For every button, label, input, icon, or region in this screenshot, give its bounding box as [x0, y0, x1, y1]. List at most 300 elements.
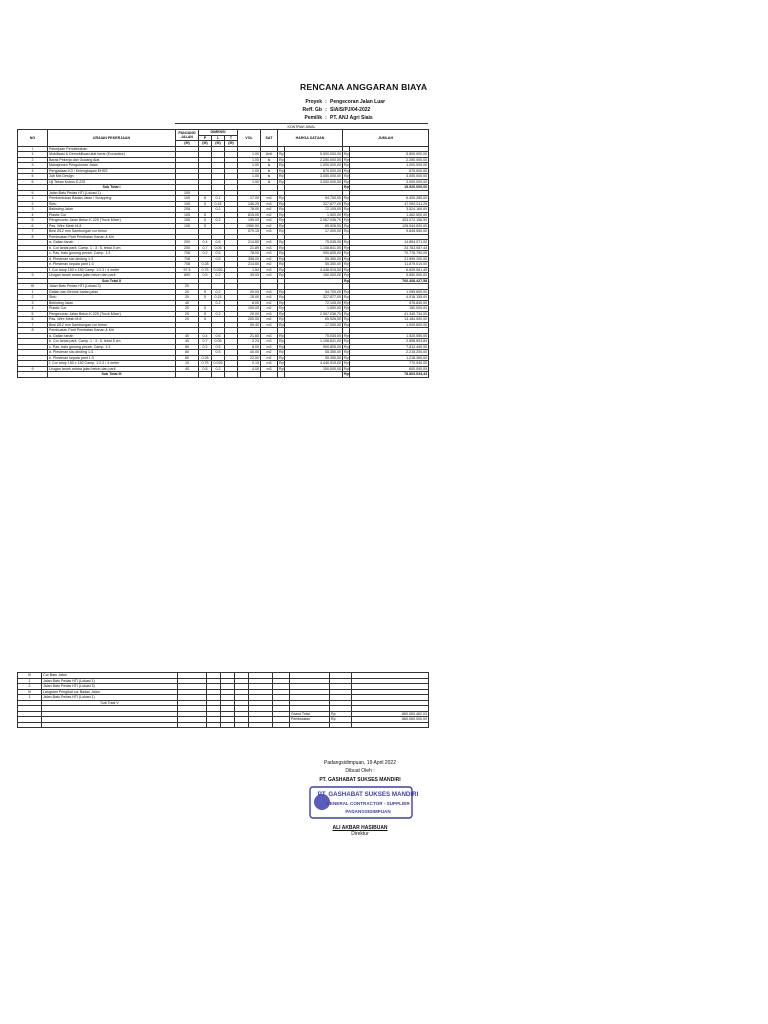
cell-no: 6: [18, 179, 48, 185]
cell-panjang: 105: [176, 212, 199, 218]
document-title: RENCANA ANGGARAN BIAYA: [300, 82, 428, 92]
cell-uraian: Pengadaan K3 / Kelengkapan EHSS: [48, 168, 176, 174]
cell-sat: ls: [261, 174, 278, 180]
cell-rp: Rp: [279, 196, 284, 200]
cell-uraian: Pas. Wire Mesh M.8: [48, 317, 176, 323]
cell-rp: Rp: [344, 317, 349, 321]
cell-uraian: Besi Ø12 mm Sambungan cor beton: [48, 229, 176, 235]
cell-p: 5: [199, 218, 212, 224]
cell-empty: [238, 372, 261, 378]
cell-no: 6: [18, 317, 48, 323]
cell-no: 2: [18, 157, 48, 163]
cell-uraian: [42, 722, 178, 728]
cell-p: 0.4: [199, 240, 212, 246]
made-by-label: Dibuat Oleh :: [345, 768, 375, 774]
cell-empty: [199, 372, 212, 378]
project-value: Pengecoran Jalan Luar: [330, 99, 386, 105]
cell-harga: 54.700,00: [285, 289, 343, 295]
contract-band-label: KONTRAK AWAL: [175, 123, 428, 130]
cell-l: 0.1: [212, 196, 225, 202]
cell-no: 2: [18, 201, 48, 207]
cell-uraian: Plastic Cor: [48, 212, 176, 218]
cell-uraian: Cor Batu Jalan: [42, 673, 178, 679]
header-l: L: [212, 135, 225, 141]
cell-jumlah: 1.000.000,00: [350, 163, 429, 169]
cell-rp: Rp: [344, 306, 349, 310]
cell-uraian: a. Galian tanah: [48, 333, 176, 339]
cell-rp: Rp: [344, 366, 349, 371]
cell-uraian: e. Plesteran kepala parit 1:3: [48, 355, 176, 361]
cell-no: [18, 372, 48, 378]
project-value: SIAIS/PJ/04-2022: [330, 107, 371, 113]
cell-harga: 1.000.000,00: [285, 163, 343, 169]
cell-uraian: Jalan Batu Pedas HTI (Lokasi 1): [48, 190, 176, 196]
cell-sat: m3: [261, 240, 278, 246]
cell-jumlah: 1.009.800,00: [350, 322, 429, 328]
cell-harga: 55.350,00: [285, 350, 343, 356]
cell-rp: Rp: [279, 311, 284, 316]
cell-harga: 1.108.841,00: [285, 339, 343, 345]
cell-panjang: 40: [176, 339, 199, 345]
subtotal-row: [18, 372, 429, 378]
cell-harga: 55.350,00: [285, 355, 343, 361]
cell-p: 0.4: [199, 333, 212, 339]
cell-panjang: 20: [176, 311, 199, 317]
cell-sat: m3: [261, 311, 278, 317]
cell-harga: 4.446.915,00: [285, 361, 343, 367]
cell-sat: ls: [261, 179, 278, 185]
cell-uraian: d. Plesteran sisi dinding 1:3: [48, 350, 176, 356]
cell-harga: 55.350,00: [285, 256, 343, 262]
cell-rp: Rp: [344, 229, 349, 233]
cell-panjang: 20: [176, 284, 199, 290]
cell-uraian: Pas. Wire Mesh M.8: [48, 223, 176, 229]
cell-jumlah: 78.803.034,44: [350, 372, 429, 378]
project-line-proyek: Proyek : Pengecoran Jalan Luar: [300, 99, 450, 105]
cell-harga: 17.000,00: [285, 229, 343, 235]
cell-sat: m3: [261, 339, 278, 345]
cell-sat: m3: [261, 344, 278, 350]
cell-l: 0.025: [213, 361, 223, 365]
cell-empty: [176, 372, 199, 378]
cell-sat: m2: [261, 223, 278, 229]
cell-no: 1: [18, 695, 42, 701]
cell-harga: 1.500,00: [285, 212, 343, 218]
cell-vol: 1.54: [238, 267, 261, 273]
cell-l: 0.2: [212, 273, 225, 279]
cell-uraian: Pengecoran Jalan Beton K.225 (Truck Mixer): [48, 218, 176, 224]
cell-l: 0.025: [213, 267, 223, 272]
cell-sat: ls: [261, 163, 278, 169]
header-t: T: [225, 135, 238, 141]
cell-p: 6: [199, 196, 212, 202]
cell-uraian: Pembentukan Badan Jalan / Scrapping: [48, 196, 176, 202]
total-value: 860.060.000,00: [352, 717, 429, 723]
cell-uraian: e. Plesteran kepala parit 1:3: [48, 262, 176, 268]
cell-jumlah: 6.409.280,00: [350, 196, 429, 202]
cell-uraian: Sirtu: [48, 201, 176, 207]
cell-vol: 195.00: [238, 218, 261, 224]
cell-jumlah: 2.250.000,00: [350, 157, 429, 163]
cell-jumlah: 576.840,00: [350, 300, 429, 306]
cell-p: 5: [199, 212, 212, 218]
cell-vol: 21.60: [238, 333, 261, 339]
cell-no: 5: [18, 311, 48, 317]
cost-table-body: [18, 146, 429, 377]
cell-vol: 146.25: [238, 201, 261, 207]
total-value: 860.063.462,03: [352, 711, 429, 717]
cell-uraian: Manajemen Pengukuran Jalan: [48, 163, 176, 169]
cell-vol: 8.00: [238, 300, 261, 306]
cell-panjang: 200: [176, 245, 199, 251]
cell-jumlah: 24.763.087,44: [350, 245, 429, 251]
cell-empty: [285, 372, 343, 378]
cell-harga: 1.108.841,00: [285, 245, 343, 251]
cell-jumlah: 1.218.360,00: [350, 355, 429, 361]
cell-rp: Rp: [279, 267, 284, 272]
cell-panjang: 40: [176, 300, 199, 306]
cost-table-main: [17, 123, 429, 378]
cell-rp: Rp: [344, 152, 349, 156]
cell-harga: 3.000.000,00: [285, 174, 343, 180]
signature-block: [290, 760, 430, 837]
cell-panjang: 105: [176, 218, 199, 224]
cell-panjang: 40: [176, 366, 199, 372]
cell-empty: [352, 722, 429, 728]
cell-no: 5: [18, 218, 48, 224]
project-key: Pemilik: [304, 115, 322, 121]
cell-rp: Rp: [344, 207, 349, 211]
cell-l: 0.05: [212, 245, 225, 251]
cell-vol: 4.00: [238, 366, 261, 372]
cell-vol: 17.00: [238, 196, 261, 202]
cell-uraian: Pembuatan Parit Pembatas Kanan & Kiri: [48, 234, 176, 240]
cell-no: 1: [18, 678, 42, 684]
cell-l: 0.2: [212, 207, 225, 213]
cell-rp: Rp: [279, 344, 284, 349]
cell-p: 0.28: [199, 355, 212, 361]
cell-p: 0.7: [199, 245, 212, 251]
cell-rp: Rp: [279, 339, 284, 343]
cell-jumlah: 403.072.156,50: [350, 218, 429, 224]
cell-rp: Rp: [344, 355, 349, 360]
project-key: Reff. Gb: [302, 107, 322, 113]
cell-harga: 1.500,00: [285, 306, 343, 312]
cell-rp: Rp: [279, 350, 284, 354]
cell-vol: 579.15: [238, 229, 261, 235]
cell-uraian: Sirtu: [48, 295, 176, 301]
cell-vol: 39.00: [238, 273, 261, 279]
cell-rp: Rp: [279, 262, 284, 266]
cell-jumlah: 41.340.734,00: [350, 311, 429, 317]
cell-harga: 17.000,00: [285, 322, 343, 328]
cell-rp: Rp: [344, 372, 349, 376]
company-name: PT. GASHABAT SUKSES MANDIRI: [319, 777, 401, 783]
cell-jumlah: 128.544.000,00: [350, 223, 429, 229]
cell-empty: [221, 722, 235, 728]
cell-rp: Rp: [330, 717, 352, 723]
cell-harga: 150.000,00: [285, 366, 343, 372]
cell-no: 4: [18, 306, 48, 312]
cell-p: 0.5: [199, 366, 212, 372]
cell-sat: m2: [261, 207, 278, 213]
cell-empty: [212, 372, 225, 378]
cell-empty: [178, 722, 207, 728]
cell-panjang: 20: [176, 295, 199, 301]
cell-sat: m3: [261, 196, 278, 202]
cell-uraian: b. Cor lantai parit, Camp. 1 : 3 : 5, tebal 5 cm: [48, 339, 176, 345]
cell-harga: 327.877,00: [285, 201, 343, 207]
cell-jumlah: 47.952,011,25: [350, 201, 429, 207]
cell-rp: Rp: [344, 240, 349, 244]
cell-rp: Rp: [279, 223, 284, 228]
cell-no: 7: [18, 229, 48, 235]
cell-uraian: Sub Total I: [48, 185, 176, 191]
cell-p: 0.5: [199, 273, 212, 279]
cell-uraian: Pekerjaan Pendahuluan: [48, 146, 176, 152]
project-value: PT. ANJ Agri Siais: [330, 115, 373, 121]
cell-uraian: b. Cor lantai parit, Camp. 1 : 3 : 5, tebal 5 cm: [48, 245, 176, 251]
cell-sat: m3: [261, 322, 278, 328]
stamp-text: GENERAL CONTRACTOR - SUPPLIER: [326, 801, 410, 806]
cell-vol: 59.40: [238, 322, 261, 328]
cell-jumlah: 15.920.000,00: [350, 185, 429, 191]
cell-no: 4: [18, 168, 48, 174]
cell-vol: 100.00: [238, 306, 261, 312]
cell-rp: Rp: [344, 361, 349, 365]
cell-sat: m3: [261, 251, 278, 257]
cell-jumlah: 13.184.000,00: [350, 317, 429, 323]
header-no: NO: [18, 130, 48, 147]
cell-harga: 55.350,00: [285, 262, 343, 268]
header-unit: (M): [225, 141, 238, 147]
cell-no: 2: [18, 684, 42, 690]
cell-rp: Rp: [344, 300, 349, 305]
cell-p: 0.75: [199, 267, 212, 273]
cell-harga: 65.926,00: [285, 223, 343, 229]
cell-panjang: 20: [176, 306, 199, 312]
header-unit: (M): [176, 141, 199, 147]
cell-rp: Rp: [279, 317, 284, 321]
cell-empty: [290, 722, 330, 728]
cell-rp: Rp: [279, 273, 284, 277]
cell-harga: 670.000,00: [285, 168, 343, 174]
cell-jumlah: 1.520.550,00: [350, 333, 429, 339]
cell-jumlah: 5.500.000,00: [350, 152, 429, 158]
cell-uraian: Barak Pekerja dan Gudang Alat: [48, 157, 176, 163]
cell-uraian: Pengecoran Jalan Beton K.225 (Truck Mixer): [48, 311, 176, 317]
cell-empty: [207, 722, 221, 728]
stamp-text: PT. GASHABAT SUKSES MANDIRI: [317, 791, 419, 798]
cell-jumlah: 600.000,00: [350, 366, 429, 372]
cell-rp: Rp: [279, 289, 284, 294]
cell-vol: 0.19: [238, 361, 261, 367]
cell-rp: Rp: [279, 174, 284, 178]
cell-vol: 1.00: [238, 168, 261, 174]
cell-harga: 3.000.000,00: [285, 179, 343, 185]
cell-uraian: Langsam Pengikat cor Badan Jalan: [42, 689, 178, 695]
cell-sat: m2: [261, 256, 278, 262]
cell-panjang: 40: [176, 333, 199, 339]
cell-no: 3: [18, 300, 48, 306]
cell-p: 5: [199, 295, 212, 301]
cell-harga: 900.805,00: [285, 344, 343, 350]
cell-l: 0.2: [212, 300, 225, 306]
cell-rp: Rp: [344, 289, 349, 294]
cell-sat: m2: [261, 300, 278, 306]
cell-vol: 214.60: [238, 240, 261, 246]
cell-uraian: Jalan Batu Pedas HTI (Lokasi 1): [42, 695, 178, 701]
project-key: Proyek: [305, 99, 322, 105]
cell-rp: Rp: [344, 185, 349, 189]
summary-table-body: [18, 673, 429, 728]
cell-panjang: 80: [176, 344, 199, 350]
cell-panjang: 10: [176, 361, 199, 367]
cell-rp: Rp: [279, 251, 284, 255]
cell-rp: Rp: [279, 306, 284, 310]
cell-empty: [273, 722, 290, 728]
cell-p: 0.7: [199, 339, 212, 345]
cell-uraian: Jalan Batu Pedas HTI (Lokasi 3): [42, 684, 178, 690]
cell-rp: Rp: [344, 278, 349, 283]
stamp-text: PADANGSIDIMPUAN: [345, 809, 391, 814]
cell-p: 5: [199, 223, 212, 229]
cell-uraian: f. Cor tutup 150 x 150 Camp. 1:2:3 / 4 meter: [48, 267, 176, 273]
cell-rp: Rp: [344, 218, 349, 222]
cell-rp: Rp: [344, 333, 349, 338]
cell-harga: 5.500.000,00: [285, 152, 343, 158]
cell-sat: ls: [261, 168, 278, 174]
signatory-name: ALI AKBAR HASIBUAN: [332, 825, 388, 831]
cell-rp: Rp: [279, 152, 284, 156]
cell-vol: 1.00: [238, 179, 261, 185]
cell-vol: 20.00: [238, 311, 261, 317]
cell-empty: [330, 722, 352, 728]
cell-no: 9: [18, 273, 48, 279]
cell-harga: 4.446.915,00: [285, 267, 343, 273]
cell-jumlah: 4.918.155,00: [350, 295, 429, 301]
cell-rp: Rp: [344, 339, 349, 343]
cell-sat: m2: [261, 317, 278, 323]
cell-rp: Rp: [344, 262, 349, 266]
cell-harga: 54.700,00: [285, 196, 343, 202]
cell-sat: m2: [261, 262, 278, 268]
header-panjang: PANJANG JALAN: [176, 130, 199, 141]
cell-panjang: 105: [176, 223, 199, 229]
cell-rp: Rp: [344, 245, 349, 250]
cell-jumlah: 1.462.500,00: [350, 212, 429, 218]
cell-rp: Rp: [344, 322, 349, 327]
cell-sat: m3: [261, 333, 278, 339]
cell-sat: ls: [261, 157, 278, 163]
cell-panjang: 708: [176, 262, 199, 268]
cell-empty: [235, 722, 249, 728]
cell-p: 0.2: [199, 344, 212, 350]
cell-panjang: 708: [176, 251, 199, 257]
header-p: P: [199, 135, 212, 141]
cell-uraian: Galian dan Bentuk badan jalan: [48, 289, 176, 295]
cell-rp: Rp: [344, 201, 349, 206]
cell-no: III: [18, 284, 48, 290]
cell-l: 0.5: [212, 350, 225, 356]
cell-p: 0.2: [199, 251, 212, 257]
cell-harga: 327.877,00: [285, 295, 343, 301]
cell-jumlah: 5.850.000,00: [350, 273, 429, 279]
cell-rp: Rp: [344, 311, 349, 316]
cell-l: 0.2: [212, 311, 225, 317]
cell-panjang: 20: [176, 289, 199, 295]
cell-jumlah: 760.408.427,58: [350, 278, 429, 284]
cell-no: 1: [18, 152, 48, 158]
cell-panjang: 20: [176, 317, 199, 323]
cell-sat: m3: [261, 361, 278, 367]
cell-p: 5: [199, 317, 212, 323]
cell-rp: Rp: [279, 333, 284, 338]
cell-l: 0.5: [212, 344, 225, 350]
cell-vol: 40.00: [238, 350, 261, 356]
cell-no: 1: [18, 196, 48, 202]
cell-vol: 214.60: [238, 262, 261, 268]
cell-rp: Rp: [279, 295, 284, 299]
cell-uraian: c. Pas. batu gunung pecah, Camp. 1:3: [48, 344, 176, 350]
header-unit: (M): [212, 141, 225, 147]
cell-harga: 150.000,00: [285, 273, 343, 279]
cell-rp: Rp: [344, 273, 349, 277]
cell-panjang: 80: [176, 355, 199, 361]
cell-uraian: Sub Total V: [42, 700, 178, 706]
cell-sat: m3: [261, 273, 278, 279]
cell-rp: Rp: [279, 163, 284, 167]
cell-jumlah: 14.854.071,00: [350, 240, 429, 246]
cell-no: 1: [18, 289, 48, 295]
cell-uraian: Jalan Batu Pedas HTI (Lokasi 3): [48, 284, 176, 290]
cell-l: 0.05: [212, 339, 225, 345]
cell-sat: m3: [261, 295, 278, 301]
cell-vol: 1.00: [238, 152, 261, 158]
cell-panjang: 105: [176, 201, 199, 207]
cell-rp: Rp: [344, 163, 349, 167]
cell-jumlah: 670.000,00: [350, 168, 429, 174]
cell-uraian: Urugan tanah antara jalan beton dan parit: [48, 273, 176, 279]
cell-sat: m3: [261, 201, 278, 207]
cell-no: 6: [18, 223, 48, 229]
cell-vol: 1.00: [238, 163, 261, 169]
cell-jumlah: 2.558.503,84: [350, 339, 429, 345]
cell-uraian: d. Plesteran sisi dinding 1:3: [48, 256, 176, 262]
cell-no: IV: [18, 673, 42, 679]
cell-jumlah: 11.879.010,00: [350, 262, 429, 268]
cell-jumlah: 3.524.160,00: [350, 207, 429, 213]
cell-rp: Rp: [279, 240, 284, 244]
cell-l: 0.5: [212, 251, 225, 257]
cell-uraian: Sub Total III: [48, 372, 176, 378]
cell-vol: 8.00: [238, 344, 261, 350]
header-unit: (M): [199, 141, 212, 147]
cell-l: 0.6: [212, 240, 225, 246]
cell-uraian: Job Mix Design: [48, 174, 176, 180]
cell-rp: Rp: [344, 179, 349, 184]
header-sat: SAT: [261, 130, 278, 147]
cell-vol: 21.89: [238, 245, 261, 251]
cell-l: 0.2: [212, 366, 225, 372]
total-label: Grand Total: [290, 711, 330, 717]
cell-panjang: 708: [176, 256, 199, 262]
cell-no: 8: [18, 328, 48, 334]
cell-rp: Rp: [279, 245, 284, 250]
cell-rp: Rp: [330, 711, 352, 717]
cell-l: 0.2: [212, 218, 225, 224]
cell-rp: Rp: [279, 179, 284, 184]
